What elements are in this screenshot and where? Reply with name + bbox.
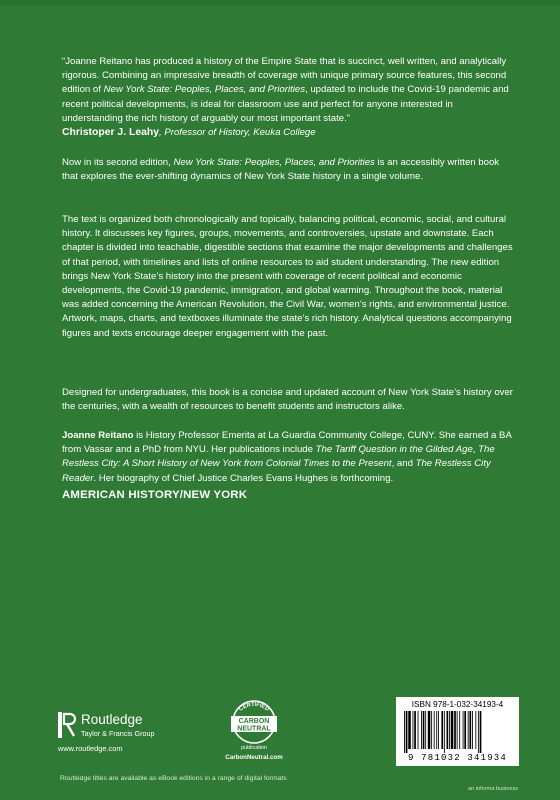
barcode-bar	[408, 711, 411, 749]
bio-book-3: The Restless City Reader	[62, 458, 491, 484]
bio-sep-1: ,	[472, 444, 479, 456]
barcode-bar	[431, 711, 432, 749]
barcode-bar	[406, 711, 408, 753]
overview-paragraph	[62, 213, 514, 341]
author-bio	[62, 429, 514, 486]
overview-text: The text is organized both chronologically and topically, balancing political, economic, social, and cultural history. It discusses key figures, groups, movements, and controversies, upstate and downstate. Each chapter is divided into teachable, digestible sections that examine the major developments and challenges of that period, with timelines and lists of online resources to aid student understanding. The new edition brings New York State’s history into the present with coverage of recent political and economic developments, the Covid-19 pandemic, immigration, and global warming. Throughout the book, material was added concerning the American Revolution, the Civil War, women’s rights, and environmental justice. Artwork, maps, charts, and textboxes illuminate the state’s rich history. Analytical questions accompanying figures and texts encourage deeper engagement with the past.	[62, 214, 513, 339]
quote-author: Christoper J. Leahy	[62, 127, 160, 139]
barcode-bar	[434, 711, 435, 749]
barcode-bar	[423, 711, 425, 749]
barcode-bar	[478, 711, 479, 753]
ebook-note: Routledge titles are available as eBook editions in a range of digital formats	[60, 775, 287, 782]
quote-text-end: , updated to include the Covid-19 pandemic and recent political developments, is ideal for classroom use and perfect for anyone interested in understanding the rich history of arguably our most important state.”	[62, 84, 509, 124]
audience-paragraph	[62, 386, 514, 414]
barcode-bar	[459, 711, 460, 749]
intro-end: is an accessibly written book that explores the ever-shifting dynamics of New York State history in a single volume.	[62, 157, 500, 183]
subject-category: AMERICAN HISTORY/NEW YORK	[62, 489, 248, 501]
barcode-bar	[421, 711, 422, 749]
informa-note: an informa business	[468, 786, 519, 792]
bio-book-1: The Tariff Question in the Gilded Age	[315, 444, 473, 456]
barcode-bar	[444, 711, 445, 753]
carbon-certified-text: CERTIFIED	[238, 701, 270, 713]
endorsement-quote	[62, 55, 514, 140]
barcode-bar	[463, 711, 464, 749]
bio-text-1: is History Professor Emerita at La Guardia Community College, CUNY. She earned a BA from Vassar and a PhD from NYU. Her publications include	[62, 430, 512, 456]
barcode-bar	[469, 711, 471, 749]
carbon-line-2: NEUTRAL	[237, 725, 271, 733]
publisher-url[interactable]: www.routledge.com	[58, 744, 123, 753]
audience-text: Designed for undergraduates, this book is a concise and updated account of New York State’s history over the centuries, with a wealth of resources to benefit students and instructors alike.	[62, 387, 514, 413]
bio-book-2: The Restless City: A Short History of New York from Colonial Times to the Present	[62, 444, 495, 470]
bio-text-2: . Her biography of Chief Justice Charles Evans Hughes is forthcoming.	[93, 472, 394, 484]
bio-author-name: Joanne Reitano	[62, 430, 134, 441]
barcode-bar	[480, 711, 482, 753]
barcode-bar	[464, 711, 466, 749]
quote-author-title: , Professor of History, Keuka College	[159, 127, 316, 139]
carbon-publication: publication	[241, 745, 267, 751]
barcode-bar	[457, 711, 458, 749]
barcode-bar	[449, 711, 450, 749]
barcode-bar	[441, 711, 443, 749]
publisher-group: Taylor & Francis Group	[81, 729, 155, 738]
publisher-name: Routledge	[81, 712, 143, 727]
intro-book-title: New York State: Peoples, Places, and Priorities	[173, 157, 375, 168]
barcode-bar	[454, 711, 456, 749]
carbon-url: CarbonNeutral.com	[225, 754, 283, 761]
barcode-digits: 9 781032 341934	[407, 753, 507, 763]
barcode-bar	[414, 711, 416, 749]
barcode-bar	[472, 711, 473, 749]
quote-text-start: “Joanne Reitano has produced a history of the Empire State that is succinct, well written, and analytically rigorous. Combining an impressive breadth of coverage with unique primary source features, this second edition of	[62, 56, 507, 96]
barcode-bar	[404, 711, 405, 753]
barcode-bar	[425, 711, 426, 749]
barcode-bar	[413, 711, 414, 749]
routledge-mark-icon	[58, 712, 76, 738]
quote-book-title: New York State: Peoples, Places, and Priorities	[103, 84, 306, 96]
barcode-bar	[436, 711, 437, 749]
intro-paragraph	[62, 156, 514, 184]
carbon-line-1: CARBON	[238, 718, 270, 725]
isbn-barcode	[396, 697, 519, 766]
barcode-bar	[447, 711, 449, 749]
isbn-label: ISBN 978-1-032-34193-4	[411, 700, 504, 709]
barcode-bar	[428, 711, 431, 749]
intro-start: Now in its second edition,	[62, 157, 174, 168]
barcode-bar	[451, 711, 454, 749]
barcode-bars	[404, 711, 511, 753]
barcode-bar	[438, 711, 439, 749]
top-edge	[0, 0, 560, 6]
barcode-bar	[475, 711, 476, 749]
barcode-bar	[418, 711, 419, 749]
barcode-bar	[468, 711, 469, 749]
bio-sep-2: , and	[391, 458, 416, 470]
